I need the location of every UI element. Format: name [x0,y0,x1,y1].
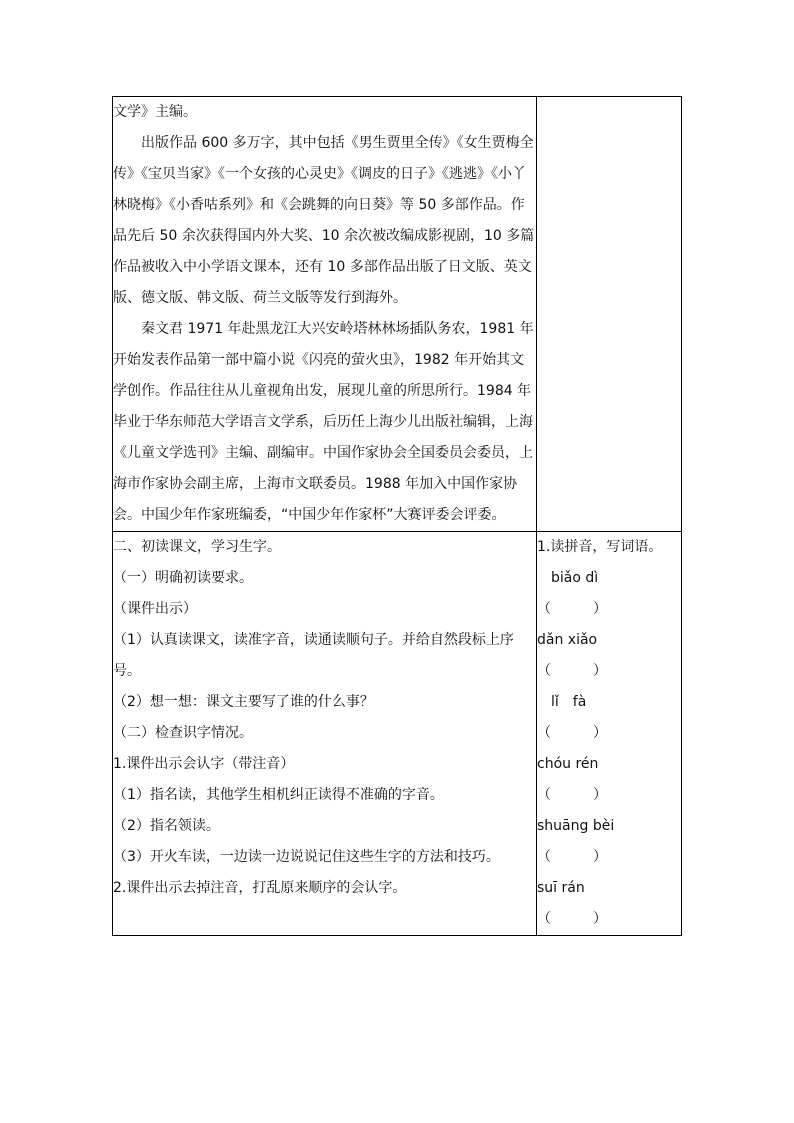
notes-cell-empty [537,97,682,532]
table-row [113,97,682,532]
paragraph-continuation: 文学》主编。 [113,104,197,120]
author-bio-cell [113,97,537,532]
step-line: （课件出示） [113,601,197,617]
answer-blank[interactable]: （ ） [537,725,607,741]
pinyin-text: lǐ fà [551,694,587,710]
pinyin-text: shuāng bèi [537,818,615,834]
step-line: （一）明确初读要求。 [113,570,253,586]
paragraph-biography: 秦文君 1971 年赴黑龙江大兴安岭塔林林场插队务农，1981 年开始发表作品第一部中篇小说《闪亮的萤火虫》，1982 年开始其文学创作。作品往往从儿童视角出发，展现儿童的所思所行。1984 年毕业于华东师范大学语言文学系，后历任上海少儿出版社编辑，上海《儿童文学选刊》主编、副编审。中国作家协会全国委员会委员，上海市作家协会副主席，上海市文联委员。1988 年加入中国作家协会。中国少年作家班编委，“中国少年作家杯”大赛评委会评委。 [113,321,534,523]
lesson-plan-table [112,96,682,936]
answer-blank[interactable]: （ ） [537,849,607,865]
pinyin-item [537,687,681,718]
pinyin-item [537,873,681,904]
teaching-steps-cell [113,532,537,936]
step-line: （3）开火车读，一边读一边说说记住这些生字的方法和技巧。 [113,849,500,865]
step-line: 二、初读课文，学习生字。 [113,539,281,555]
step-line: （2）指名领读。 [113,818,220,834]
step-line: （二）检查识字情况。 [113,725,253,741]
answer-blank[interactable]: （ ） [537,911,607,927]
pinyin-text: biǎo dì [551,570,599,586]
pinyin-text: suī rán [537,880,585,896]
pinyin-item [537,563,681,594]
step-line: （1）指名读，其他学生相机纠正读得不准确的字音。 [113,787,444,803]
exercise-cell [537,532,682,936]
paragraph-works: 出版作品 600 多万字，其中包括《男生贾里全传》《女生贾梅全传》《宝贝当家》《一个女孩的心灵史》《调皮的日子》《逃逃》《小丫林晓梅》《小香咕系列》和《会跳舞的向日葵》等 50 多部作品。作品先后 50 余次获得国内外大奖、10 余次被改编成影视剧，10 多篇作品被收入中小学语文课本，还有 10 多部作品出版了日文版、英文版、德文版、韩文版、荷兰文版等发行到海外。 [113,135,535,306]
answer-blank[interactable]: （ ） [537,663,607,679]
answer-blank[interactable]: （ ） [537,787,607,803]
step-line: 2.课件出示去掉注音，打乱原来顺序的会认字。 [113,880,407,896]
step-line: （2）想一想：课文主要写了谁的什么事？ [113,694,374,710]
table-row [113,532,682,936]
pinyin-item [537,749,681,780]
exercise-title: 1.读拼音，写词语。 [537,539,663,555]
pinyin-text: dǎn xiǎo [537,632,598,648]
answer-blank[interactable]: （ ） [537,601,607,617]
pinyin-item [537,625,681,656]
pinyin-text: chóu rén [537,756,599,772]
step-line: 1.课件出示会认字（带注音） [113,756,295,772]
pinyin-item [537,811,681,842]
step-line: （1）认真读课文，读准字音，读通读顺句子。并给自然段标上序号。 [113,632,514,679]
